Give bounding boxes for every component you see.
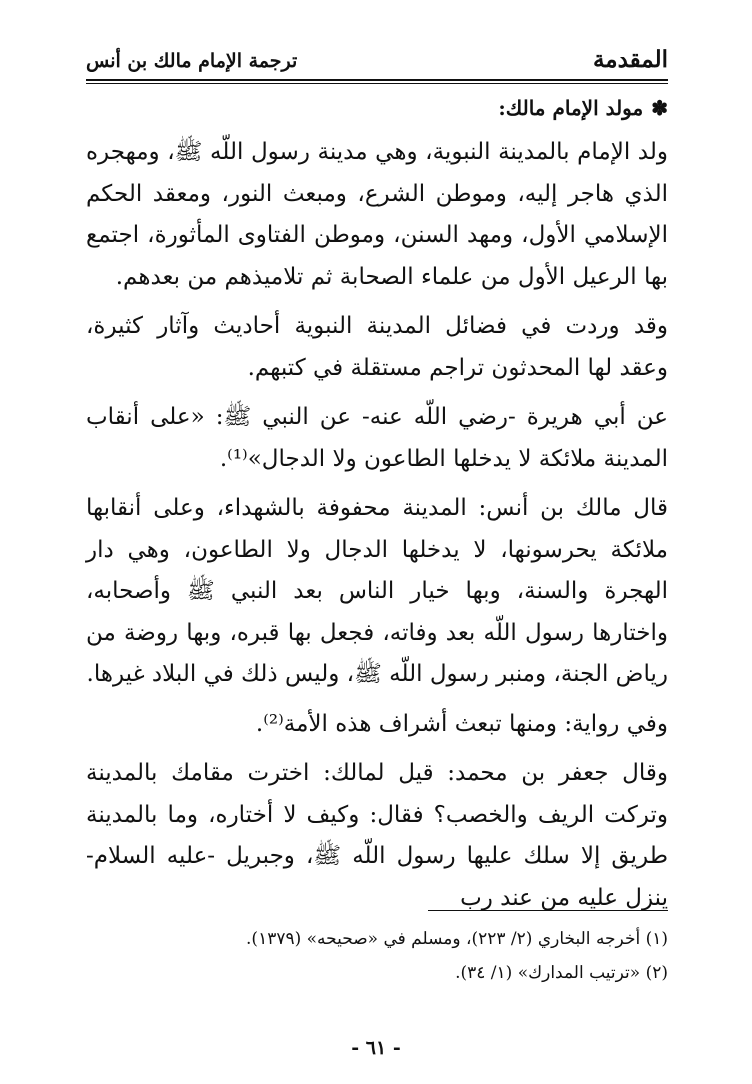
paragraph-5: وفي رواية: ومنها تبعث أشراف هذه الأمة⁽²⁾. [255,710,668,737]
paragraph-1: ولد الإمام بالمدينة النبوية، وهي مدينة رسول اللّه ﷺ، ومهجره الذي هاجر إليه، وموطن الشرع، ومبعث النور، ومعقد الحكم الإسلامي الأول، ومهد السنن، وموطن الفتاوى المأثورة، اجتمع بها الرعيل الأول من علماء الصحابة ثم تلاميذهم من بعدهم. [86,139,668,290]
footnote-separator [428,910,668,911]
header-rule-thin [86,83,668,84]
page-body [86,96,668,927]
paragraph-2: وقد وردت في فضائل المدينة النبوية أحاديث وآثار كثيرة، وعقد لها المحدثون تراجم مستقلة في كتبهم. [86,313,668,381]
header-book-title: ترجمة الإمام مالك بن أنس [86,50,298,72]
header-section-title: المقدمة [592,46,668,73]
paragraph-6: وقال جعفر بن محمد: قيل لمالك: اخترت مقامك بالمدينة وتركت الريف والخصب؟ فقال: وكيف لا أختاره، وما بالمدينة طريق إلا سلك عليها رسول اللّه ﷺ، وجبريل -عليه السلام- ينزل عليه من عند رب [86,760,668,911]
paragraph-4: قال مالك بن أنس: المدينة محفوفة بالشهداء، وعلى أنقابها ملائكة يحرسونها، لا يدخلها الدجال ولا الطاعون، وهي دار الهجرة والسنة، وبها خيار الناس بعد النبي ﷺ وأصحابه، واختارها رسول اللّه بعد وفاته، فجعل بها قبره، وبها روضة من رياض الجنة، ومنبر رسول اللّه ﷺ، وليس ذلك في البلاد غيرها. [86,495,668,687]
page-number: - ٦١ - [351,1037,401,1059]
asterisk-icon: ✽ [651,96,668,120]
section-heading [86,96,668,120]
section-heading-text: مولد الإمام مالك: [498,96,644,120]
footnote-1: (١) أخرجه البخاري (٢/ ٢٢٣)، ومسلم في «صحيحه» (١٣٧٩). [246,929,668,949]
header-rule [86,79,668,81]
paragraph-3: عن أبي هريرة -رضي اللّه عنه- عن النبي ﷺ: «على أنقاب المدينة ملائكة لا يدخلها الطاعون ولا الدجال»⁽¹⁾. [86,404,668,472]
running-header [86,44,668,80]
footnote-2: (٢) «ترتيب المدارك» (١/ ٣٤). [455,963,668,983]
footnotes [86,922,668,990]
